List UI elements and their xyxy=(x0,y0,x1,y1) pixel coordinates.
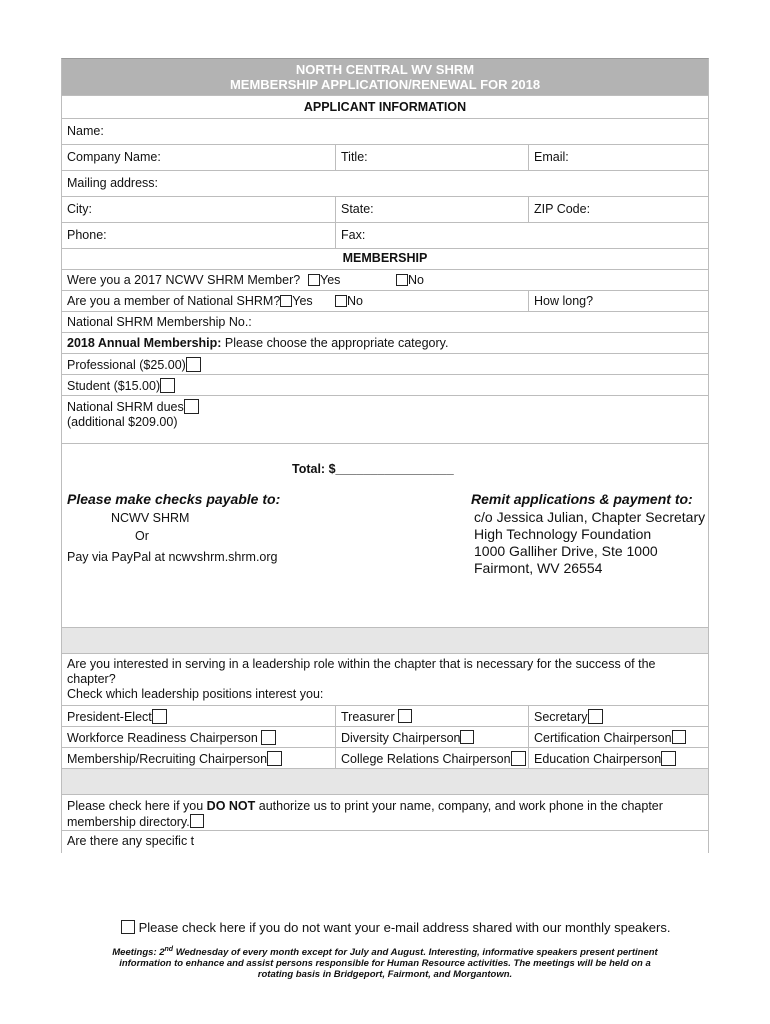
education-checkbox[interactable] xyxy=(661,751,676,766)
annual-cell xyxy=(62,333,710,353)
city-row xyxy=(61,197,709,223)
national-dues-label: National SHRM dues xyxy=(67,400,184,414)
company-row xyxy=(61,145,709,171)
specific-row xyxy=(61,831,709,853)
mailing-row[interactable] xyxy=(61,171,709,197)
how-long-field[interactable]: How long? xyxy=(528,291,710,311)
name-field[interactable]: Name: xyxy=(67,124,104,138)
name-row[interactable] xyxy=(61,119,709,145)
applicant-section-title xyxy=(61,96,709,119)
leadership-row-2 xyxy=(61,727,709,748)
national-yes-checkbox[interactable] xyxy=(280,295,292,307)
remit-line1: c/o Jessica Julian, Chapter Secretary xyxy=(474,509,706,525)
national-dues-option[interactable] xyxy=(62,396,710,443)
national-member-cell xyxy=(62,291,528,311)
position-workforce[interactable] xyxy=(62,727,335,747)
leadership-q1: Are you interested in serving in a leadership role within the chapter that is necessary for the success of the xyxy=(67,657,656,671)
member-2017-no-label: No xyxy=(408,273,424,287)
directory-optout-checkbox[interactable] xyxy=(190,814,204,828)
position-education[interactable] xyxy=(528,748,710,768)
member-2017-no-checkbox[interactable] xyxy=(396,274,408,286)
annual-row xyxy=(61,333,709,354)
directory-text-line2: membership directory. xyxy=(67,815,190,829)
meetings-line1-text: Wednesday of every month except for July and August. Interesting, informative speakers present pertinent xyxy=(173,947,658,959)
remit-line2: High Technology Foundation xyxy=(474,526,652,542)
annual-heading: 2018 Annual Membership: xyxy=(67,336,222,350)
directory-text-post: authorize us to print your name, company, and work phone in the chapter xyxy=(255,799,663,813)
meetings-prefix: Meetings: 2 xyxy=(112,947,165,959)
position-diversity[interactable] xyxy=(335,727,528,747)
membership-title-text: MEMBERSHIP xyxy=(342,251,428,265)
professional-row[interactable] xyxy=(61,354,709,375)
national-no-checkbox[interactable] xyxy=(335,295,347,307)
certification-checkbox[interactable] xyxy=(672,730,686,744)
member-2017-yes[interactable] xyxy=(308,273,340,287)
student-label: Student ($15.00) xyxy=(67,379,161,393)
meetings-line1 xyxy=(0,944,770,958)
national-member-question: Are you a member of National SHRM? xyxy=(67,294,281,308)
checks-title: Please make checks payable to: xyxy=(67,491,281,507)
student-checkbox[interactable] xyxy=(160,378,175,393)
leadership-q2: chapter? xyxy=(67,672,116,686)
phone-field[interactable]: Phone: xyxy=(67,228,107,242)
position-president-elect[interactable] xyxy=(62,706,335,726)
meetings-sup: nd xyxy=(164,946,174,953)
directory-row xyxy=(61,795,709,831)
meetings-line3: rotating basis in Bridgeport, Fairmont, and Morgantown. xyxy=(257,969,513,981)
or-text: Or xyxy=(135,529,149,543)
national-number-field[interactable]: National SHRM Membership No.: xyxy=(67,315,252,329)
workforce-label: Workforce Readiness Chairperson xyxy=(67,731,258,745)
secretary-checkbox[interactable] xyxy=(588,709,603,724)
membership-form xyxy=(61,58,709,853)
national-dues-row[interactable] xyxy=(61,396,709,444)
treasurer-checkbox[interactable] xyxy=(398,709,412,723)
remit-title: Remit applications & payment to: xyxy=(471,491,693,507)
position-secretary[interactable] xyxy=(528,706,710,726)
title-field[interactable]: Title: xyxy=(335,145,528,170)
state-field[interactable]: State: xyxy=(335,197,528,222)
header-line1: NORTH CENTRAL WV SHRM xyxy=(295,62,475,77)
leadership-row-3 xyxy=(61,748,709,769)
position-treasurer[interactable] xyxy=(335,706,528,726)
total-field[interactable] xyxy=(292,462,454,476)
certification-label: Certification Chairperson xyxy=(534,731,672,745)
spacer-band-1 xyxy=(61,628,709,654)
leadership-text xyxy=(62,654,710,705)
membership-recruiting-label: Membership/Recruiting Chairperson xyxy=(67,752,268,766)
professional-label: Professional ($25.00) xyxy=(67,358,186,372)
position-college[interactable] xyxy=(335,748,528,768)
membership-section-title xyxy=(61,249,709,270)
fax-field[interactable]: Fax: xyxy=(335,223,528,248)
college-relations-checkbox[interactable] xyxy=(511,751,526,766)
meetings-line2: information to enhance and assist persons responsible for Human Resource activities. The meetings will be held on a xyxy=(119,958,651,970)
professional-option[interactable] xyxy=(62,354,710,374)
email-optout-label: Please check here if you do not want your e-mail address shared with our monthly speakers. xyxy=(138,920,671,935)
zip-field[interactable]: ZIP Code: xyxy=(528,197,710,222)
total-line: _________________ xyxy=(335,462,454,476)
position-membership[interactable] xyxy=(62,748,335,768)
email-optout[interactable] xyxy=(121,920,670,935)
payment-block xyxy=(61,444,709,628)
education-label: Education Chairperson xyxy=(534,752,662,766)
member-2017-yes-checkbox[interactable] xyxy=(308,274,320,286)
paypal-text: Pay via PayPal at ncwvshrm.shrm.org xyxy=(67,550,278,564)
president-elect-label: President-Elect xyxy=(67,710,152,724)
annual-instructions: Please choose the appropriate category. xyxy=(221,336,449,350)
student-row[interactable] xyxy=(61,375,709,396)
mailing-field[interactable]: Mailing address: xyxy=(67,176,159,190)
treasurer-label: Treasurer xyxy=(341,710,395,724)
workforce-checkbox[interactable] xyxy=(261,730,276,745)
member-2017-row xyxy=(61,270,709,291)
position-certification[interactable] xyxy=(528,727,710,747)
national-no-row[interactable] xyxy=(61,312,709,333)
directory-cell xyxy=(62,795,710,830)
secretary-label: Secretary xyxy=(534,710,588,724)
diversity-label: Diversity Chairperson xyxy=(341,731,461,745)
leadership-row-1 xyxy=(61,706,709,727)
diversity-checkbox[interactable] xyxy=(460,730,474,744)
student-option[interactable] xyxy=(62,375,710,395)
president-elect-checkbox[interactable] xyxy=(152,709,167,724)
member-2017-cell xyxy=(62,270,710,290)
applicant-title-text: APPLICANT INFORMATION xyxy=(303,100,467,114)
leadership-q3: Check which leadership positions interest you: xyxy=(67,687,324,701)
national-no[interactable] xyxy=(335,294,363,308)
remit-line3: 1000 Galliher Drive, Ste 1000 xyxy=(474,543,658,559)
directory-text-bold: DO NOT xyxy=(206,799,256,813)
meetings-note xyxy=(0,944,770,980)
membership-recruiting-checkbox[interactable] xyxy=(267,751,282,766)
header-line2: MEMBERSHIP APPLICATION/RENEWAL FOR 2018 xyxy=(229,77,541,92)
form-header xyxy=(61,58,709,96)
member-2017-yes-label: Yes xyxy=(320,273,341,287)
member-2017-question: Were you a 2017 NCWV SHRM Member? xyxy=(67,273,301,287)
college-relations-label: College Relations Chairperson xyxy=(341,752,511,766)
directory-text-pre: Please check here if you xyxy=(67,799,207,813)
national-dues-checkbox[interactable] xyxy=(184,399,199,414)
total-label: Total: $ xyxy=(292,462,336,476)
phone-row xyxy=(61,223,709,249)
national-dues-amount: (additional $209.00) xyxy=(67,415,178,429)
national-member-row xyxy=(61,291,709,312)
professional-checkbox[interactable] xyxy=(186,357,201,372)
national-yes-label: Yes xyxy=(292,294,313,308)
specific-text: Are there any specific t xyxy=(67,834,195,848)
payee: NCWV SHRM xyxy=(111,511,190,525)
email-field[interactable]: Email: xyxy=(528,145,710,170)
national-no-label: No xyxy=(347,294,363,308)
city-field[interactable]: City: xyxy=(67,202,92,216)
remit-line4: Fairmont, WV 26554 xyxy=(474,560,603,576)
email-optout-checkbox[interactable] xyxy=(121,920,135,934)
company-field[interactable]: Company Name: xyxy=(67,150,161,164)
spacer-band-2 xyxy=(61,769,709,795)
member-2017-no[interactable] xyxy=(396,273,424,287)
leadership-question xyxy=(61,654,709,706)
